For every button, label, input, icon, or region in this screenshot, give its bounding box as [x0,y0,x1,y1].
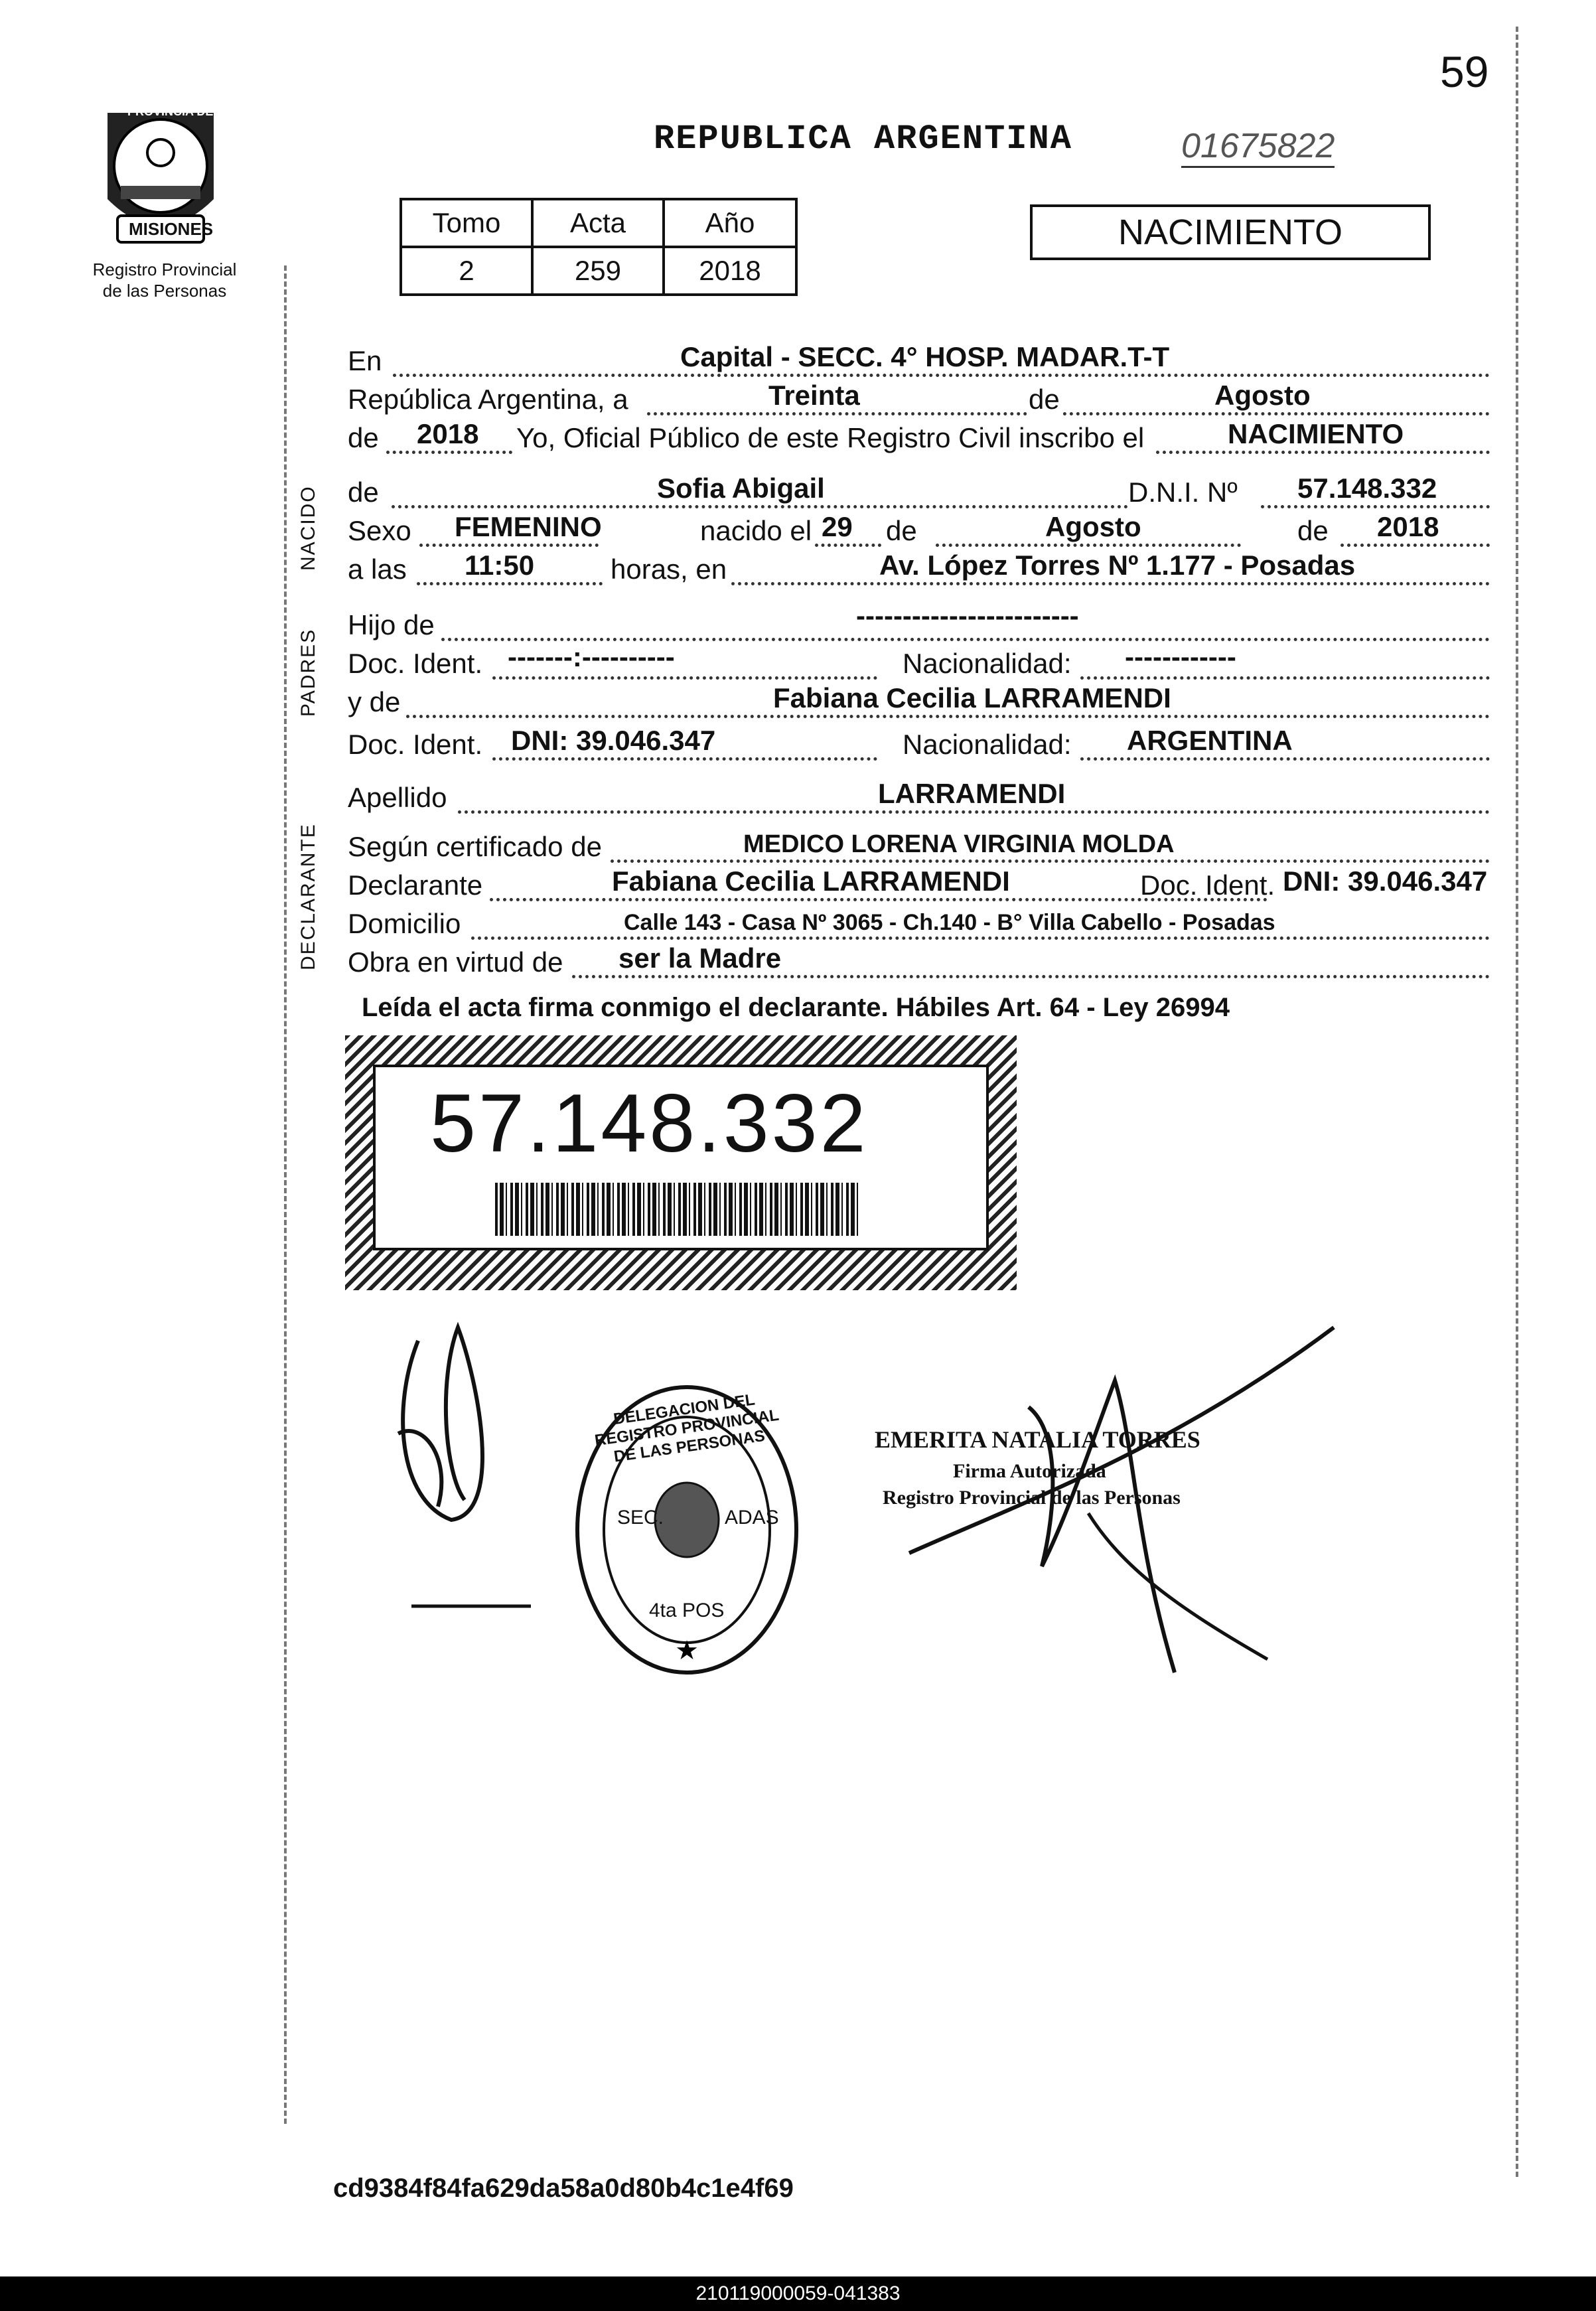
value-hijo: ------------------------ [856,600,1079,631]
value-sexo: FEMENINO [455,511,602,542]
document-hash: cd9384f84fa629da58a0d80b4c1e4f69 [333,2174,794,2203]
seal-bottom-text: MISIONES [129,219,214,239]
stamp-inner-bottom: 4ta POS [649,1600,725,1621]
value-en: Capital - SECC. 4° HOSP. MADAR.T-T [680,341,1170,372]
header-anio: Año [664,199,796,247]
label-dni: D.N.I. Nº [1128,477,1238,508]
label-segun: Según certificado de [348,831,602,862]
value-dni: 57.148.332 [1297,473,1437,504]
row-en [345,340,1490,381]
label-domicilio: Domicilio [348,908,461,939]
row-doc2 [345,723,1490,765]
oficial-text: Yo, Oficial Público de este Registro Civil inscribo el [516,422,1145,453]
row-madre [345,681,1490,722]
side-label-declarante: DECLARANTE [297,823,319,970]
row-inscribo [345,417,1490,458]
value-mes: Agosto [1214,380,1311,411]
label-republica: República Argentina, a [348,384,628,415]
header-acta: Acta [532,199,664,247]
value-anio: 2018 [417,418,479,449]
label-declarante: Declarante [348,869,483,901]
value-tomo: 2 [401,247,532,295]
registry-label [81,259,248,301]
stamp-inner-right: ADAS [725,1507,779,1528]
value-acta: 259 [532,247,664,295]
acta-table [399,198,798,296]
right-margin-line [1516,27,1518,2177]
svg-text:★: ★ [675,1635,699,1666]
row-sexo [345,510,1490,551]
label-nac1: Nacionalidad: [903,648,1072,679]
value-hora: 11:50 [465,550,535,581]
barcode-bars [495,1183,860,1236]
row-fecha [345,378,1490,419]
header-tomo: Tomo [401,199,532,247]
row-hora [345,548,1490,589]
declarant-signature [372,1301,544,1619]
value-domicilio: Calle 143 - Casa Nº 3065 - Ch.140 - B° Villa Cabello - Posadas [624,910,1275,935]
value-lugar: Av. López Torres Nº 1.177 - Posadas [879,550,1356,581]
label-de4: de [886,515,917,546]
label-yde: y de [348,686,401,717]
label-de5: de [1297,515,1329,546]
label-en: En [348,345,382,376]
label-de2: de [348,422,379,453]
value-segun: MEDICO LORENA VIRGINIA MOLDA [743,830,1175,858]
value-nac-mes: Agosto [1045,511,1141,542]
label-de3: de [348,477,379,508]
value-doc1: -------:---------- [508,641,675,672]
official-name: EMERITA NATALIA TORRES [875,1426,1200,1453]
label-doc2: Doc. Ident. [348,729,483,760]
row-hijo [345,600,1490,645]
official-org: Registro Provincial de las Personas [883,1487,1181,1509]
barcode-number: 57.148.332 [430,1078,869,1169]
side-label-padres: PADRES [297,628,319,717]
page-title: REPUBLICA ARGENTINA [654,119,1072,159]
left-margin-line [284,265,287,2124]
value-nac1: ------------ [1125,641,1236,672]
label-obra: Obra en virtud de [348,946,563,978]
value-madre: Fabiana Cecilia LARRAMENDI [773,682,1171,713]
official-role: Firma Autorizada [953,1460,1106,1482]
label-horas: horas, en [611,554,727,585]
row-nombre [345,471,1490,512]
leida-text: Leída el acta firma conmigo el declarante. Hábiles Art. 64 - Ley 26994 [362,993,1230,1022]
label-nacido: nacido el [700,515,812,546]
value-obra: ser la Madre [618,942,782,974]
side-label-nacido: NACIDO [297,485,319,571]
row-apellido [345,777,1490,818]
label-alas: a las [348,554,407,585]
row-declarante [345,864,1490,905]
value-dia: Treinta [768,380,860,411]
row-doc1 [345,642,1490,684]
provincial-seal [81,100,240,252]
label-hijo: Hijo de [348,609,435,640]
footer-code: 210119000059-041383 [0,2276,1596,2311]
barcode-panel [373,1065,989,1250]
value-anio: 2018 [664,247,796,295]
label-nac2: Nacionalidad: [903,729,1072,760]
label-de: de [1029,384,1060,415]
document-type-box: NACIMIENTO [1030,204,1431,260]
row-obra [345,941,1490,982]
registry-line-1: Registro Provincial [92,260,237,279]
value-nac-anio: 2018 [1377,511,1439,542]
delegation-stamp [571,1380,803,1679]
registry-line-2: de las Personas [102,281,227,301]
page-number: 59 [1440,47,1489,96]
value-doc2: DNI: 39.046.347 [511,725,716,756]
value-nombre: Sofia Abigail [657,473,825,504]
value-nac-dia: 29 [822,511,853,542]
value-apellido: LARRAMENDI [878,778,1066,809]
stamp-ring-text: DELEGACION DEL REGISTRO PROVINCIAL DE LAS PERSONAS [593,1390,780,1466]
row-segun [345,826,1490,867]
value-declarante: Fabiana Cecilia LARRAMENDI [612,865,1010,897]
seal-top-text: PROVINCIA DE [127,105,214,118]
serial-number: 01675822 [1181,126,1335,168]
value-docdecl: DNI: 39.046.347 [1283,865,1488,897]
row-domicilio [345,903,1490,944]
label-apellido: Apellido [348,782,447,813]
label-docdecl: Doc. Ident. [1140,869,1275,901]
label-doc1: Doc. Ident. [348,648,483,679]
label-sexo: Sexo [348,515,411,546]
value-nac2: ARGENTINA [1127,725,1293,756]
stamp-inner-left: SEC. [617,1507,664,1528]
value-inscribo: NACIMIENTO [1228,418,1404,449]
